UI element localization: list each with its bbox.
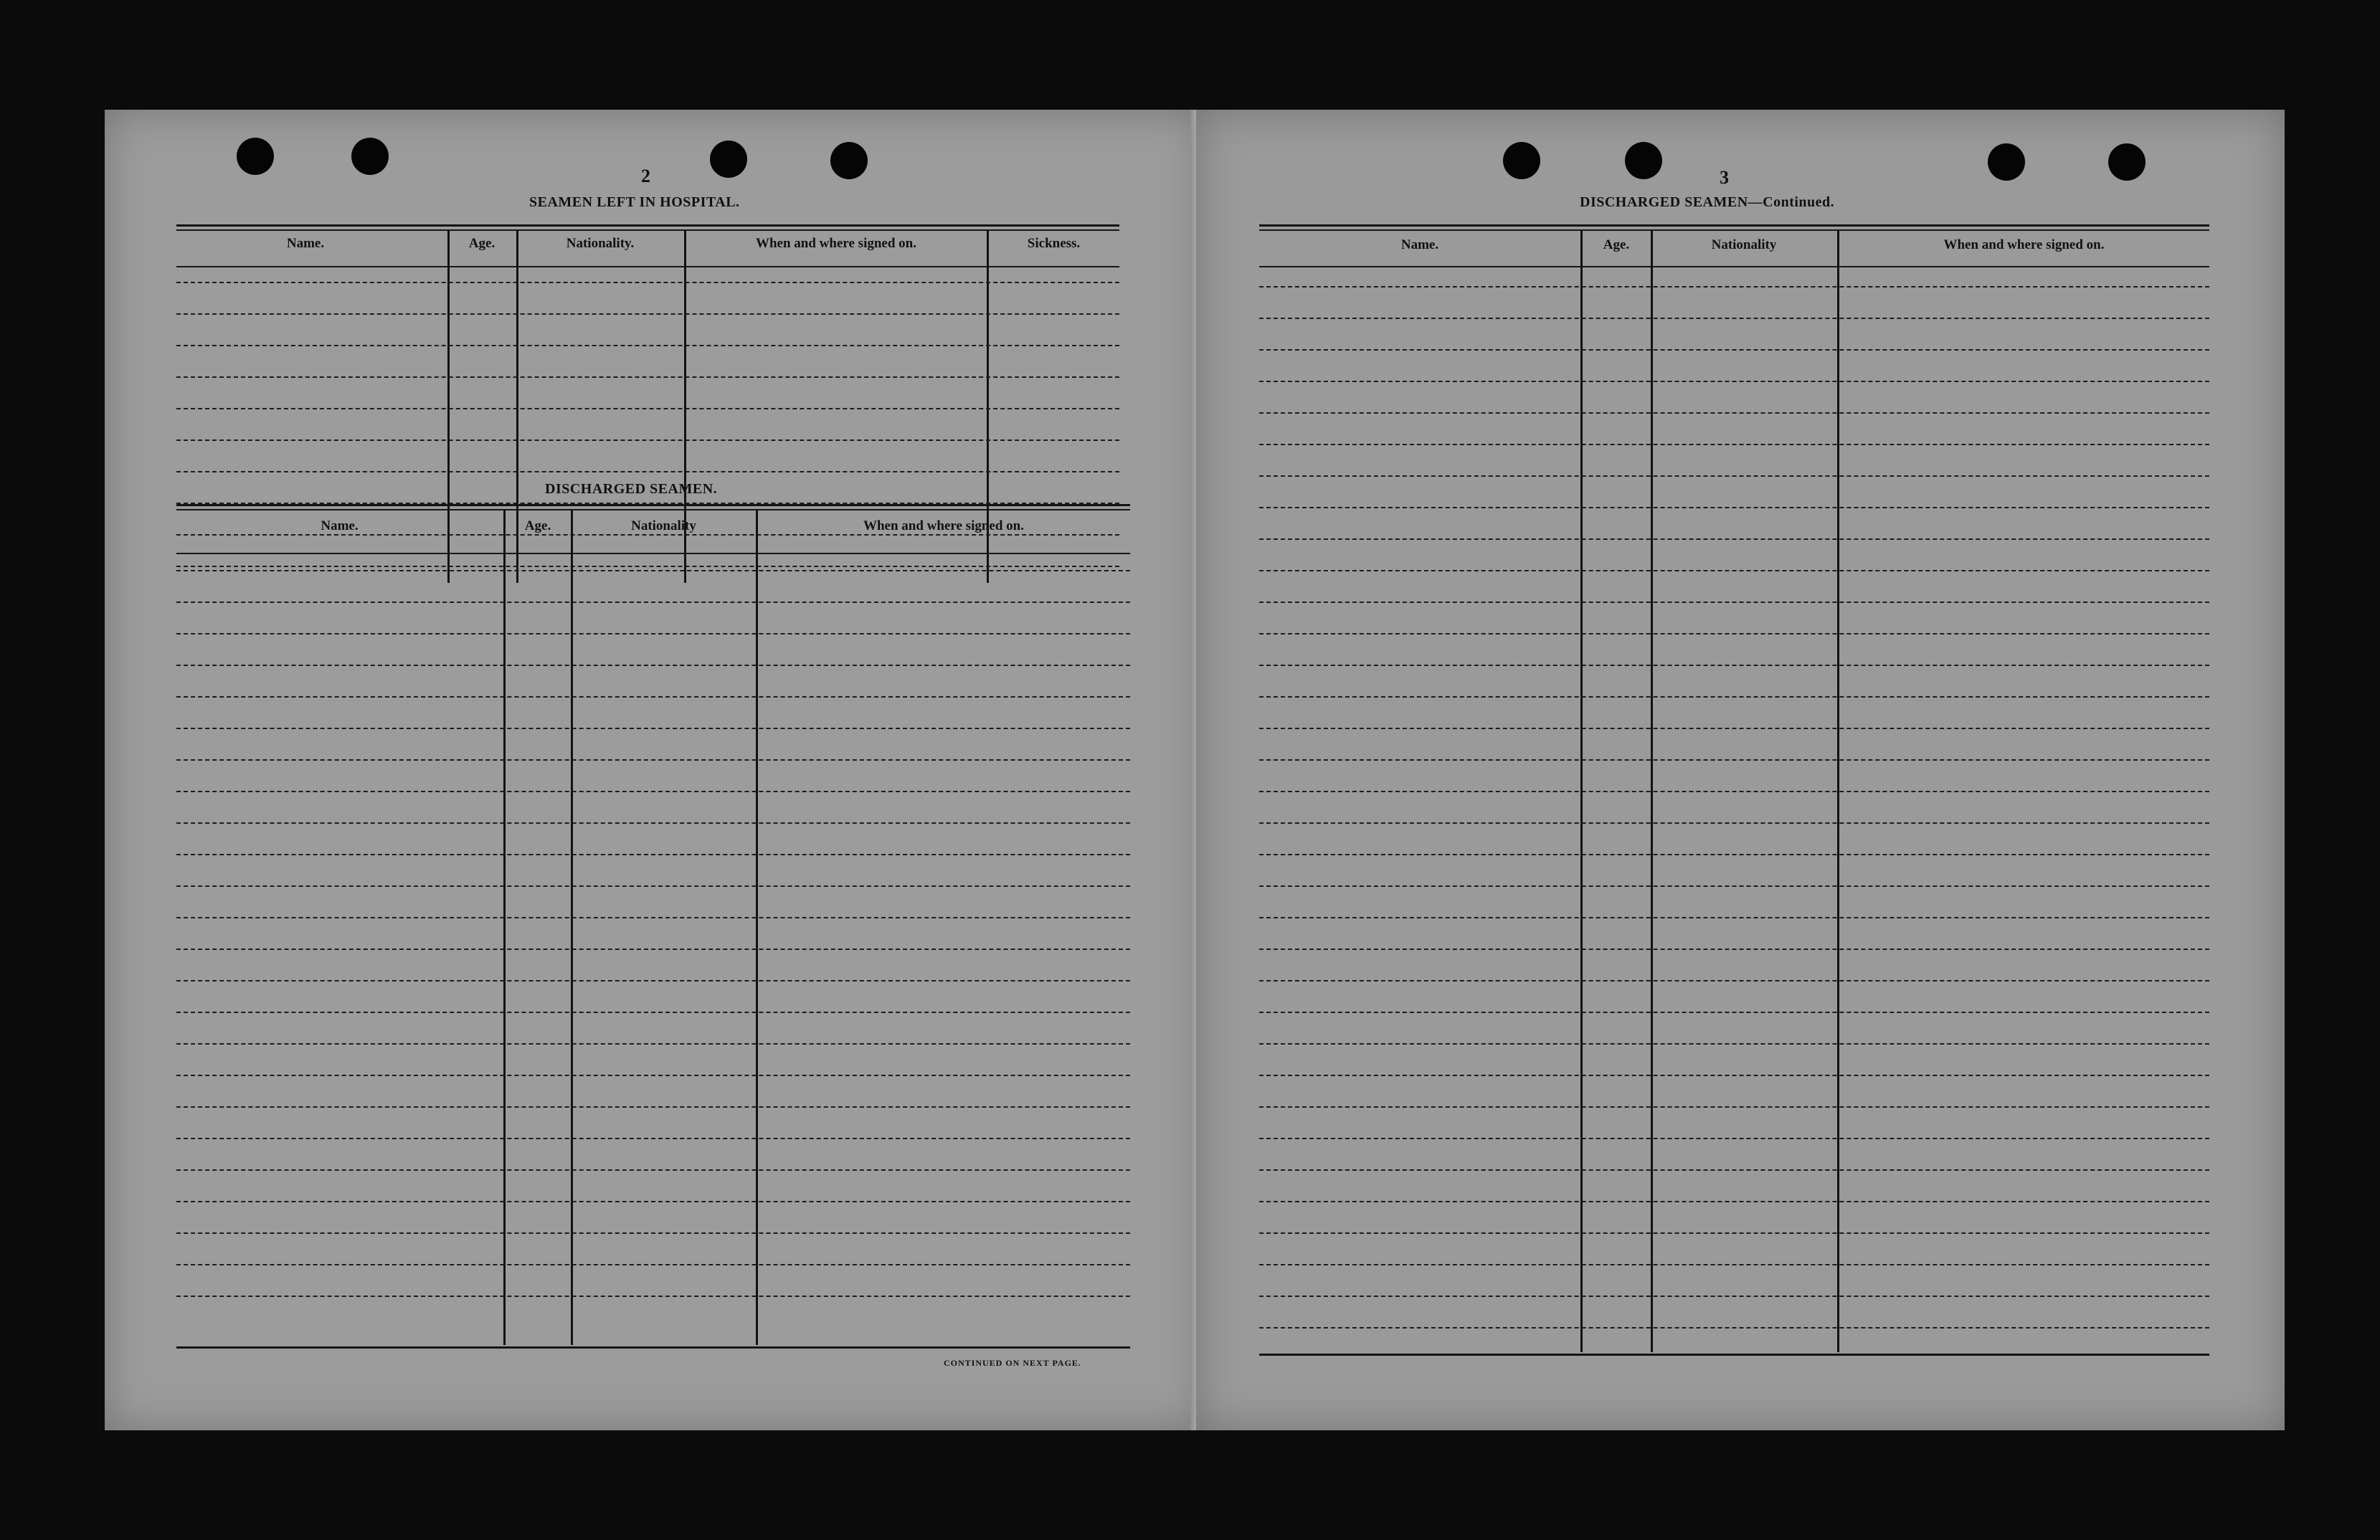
ruled-line <box>176 728 1130 729</box>
ruled-line <box>176 822 1130 824</box>
ruled-line <box>1259 1264 2209 1265</box>
ruled-line <box>176 1106 1130 1108</box>
discharged-table <box>176 504 1130 1350</box>
ruled-line <box>1259 822 2209 824</box>
discharged-continued-table <box>1259 224 2209 1350</box>
ruled-line <box>176 791 1130 792</box>
punch-hole <box>1988 143 2025 181</box>
section-title-hospital: SEAMEN LEFT IN HOSPITAL. <box>529 194 740 210</box>
ruled-line <box>1259 885 2209 887</box>
ruled-line <box>1259 538 2209 540</box>
ruled-line <box>1259 917 2209 918</box>
column-header-signed-on: When and where signed on. <box>755 236 916 251</box>
ruled-line <box>1259 696 2209 698</box>
ruled-line <box>1259 444 2209 445</box>
ruled-line <box>1259 1138 2209 1139</box>
ruled-line <box>1259 1075 2209 1076</box>
ruled-line <box>176 1169 1130 1171</box>
ruled-line <box>176 696 1130 698</box>
ruled-line <box>1259 1043 2209 1045</box>
ruled-line <box>176 313 1119 315</box>
column-header-signed-on: When and where signed on. <box>863 518 1024 533</box>
ruled-line <box>1259 665 2209 666</box>
ruled-line <box>176 471 1119 472</box>
ruled-line <box>1259 759 2209 761</box>
ruled-line <box>176 665 1130 666</box>
ruled-line <box>176 885 1130 887</box>
page-number: 3 <box>1720 167 1729 188</box>
ruled-line <box>176 408 1119 409</box>
ruled-line <box>1259 1296 2209 1297</box>
ruled-line <box>1259 1012 2209 1013</box>
ruled-line <box>1259 1169 2209 1171</box>
ruled-line <box>176 1296 1130 1297</box>
ruled-line <box>1259 381 2209 382</box>
ruled-line <box>1259 980 2209 981</box>
ruled-line <box>1259 570 2209 571</box>
ruled-line <box>1259 286 2209 287</box>
column-header-age: Age. <box>468 236 496 251</box>
punch-hole <box>237 138 274 175</box>
ruled-line <box>176 376 1119 378</box>
ruled-line <box>176 949 1130 950</box>
column-header-nationality: Nationality <box>631 518 696 533</box>
ruled-line <box>176 570 1130 571</box>
ruled-line <box>176 1232 1130 1234</box>
section-title-discharged: DISCHARGED SEAMEN. <box>545 481 718 497</box>
punch-hole <box>351 138 389 175</box>
ruled-line <box>1259 1327 2209 1329</box>
ruled-line <box>176 980 1130 981</box>
ruled-line <box>176 1138 1130 1139</box>
ruled-line <box>176 917 1130 918</box>
ruled-line <box>1259 1201 2209 1202</box>
ruled-line <box>1259 1106 2209 1108</box>
ruled-line <box>1259 854 2209 855</box>
ruled-line <box>176 759 1130 761</box>
column-header-age: Age. <box>1603 237 1630 252</box>
punch-hole <box>1503 142 1540 179</box>
ruled-line <box>176 854 1130 855</box>
ruled-line <box>176 1012 1130 1013</box>
right-page <box>1196 110 2285 1430</box>
ruled-line <box>1259 728 2209 729</box>
ruled-line <box>176 345 1119 346</box>
column-header-name: Name. <box>1400 237 1439 252</box>
section-title-discharged-continued: DISCHARGED SEAMEN—Continued. <box>1580 194 1835 210</box>
page-number: 2 <box>641 166 650 186</box>
punch-hole <box>1625 142 1662 179</box>
ruled-line <box>176 1075 1130 1076</box>
column-header-age: Age. <box>524 518 551 533</box>
column-header-name: Name. <box>286 236 325 251</box>
left-page <box>105 110 1203 1430</box>
ruled-line <box>1259 475 2209 477</box>
ruled-line <box>1259 412 2209 414</box>
ruled-line <box>176 602 1130 603</box>
ruled-line <box>176 1201 1130 1202</box>
column-header-nationality: Nationality <box>1711 237 1777 252</box>
ruled-line <box>1259 633 2209 634</box>
ruled-line <box>176 633 1130 634</box>
punch-hole <box>2108 143 2146 181</box>
punch-hole <box>830 142 868 179</box>
column-header-sickness: Sickness. <box>1027 236 1081 251</box>
ruled-line <box>176 1264 1130 1265</box>
continued-footer: CONTINUED ON NEXT PAGE. <box>944 1358 1081 1368</box>
ruled-line <box>1259 602 2209 603</box>
column-header-name: Name. <box>321 518 359 533</box>
ruled-line <box>176 282 1119 283</box>
ruled-line <box>1259 507 2209 508</box>
ruled-line <box>1259 318 2209 319</box>
ruled-line <box>1259 949 2209 950</box>
column-header-nationality: Nationality. <box>566 236 635 251</box>
column-header-signed-on: When and where signed on. <box>1943 237 2105 252</box>
ruled-line <box>1259 349 2209 351</box>
ruled-line <box>176 1043 1130 1045</box>
ruled-line <box>176 439 1119 441</box>
punch-hole <box>710 141 747 178</box>
ruled-line <box>1259 791 2209 792</box>
ruled-line <box>1259 1232 2209 1234</box>
